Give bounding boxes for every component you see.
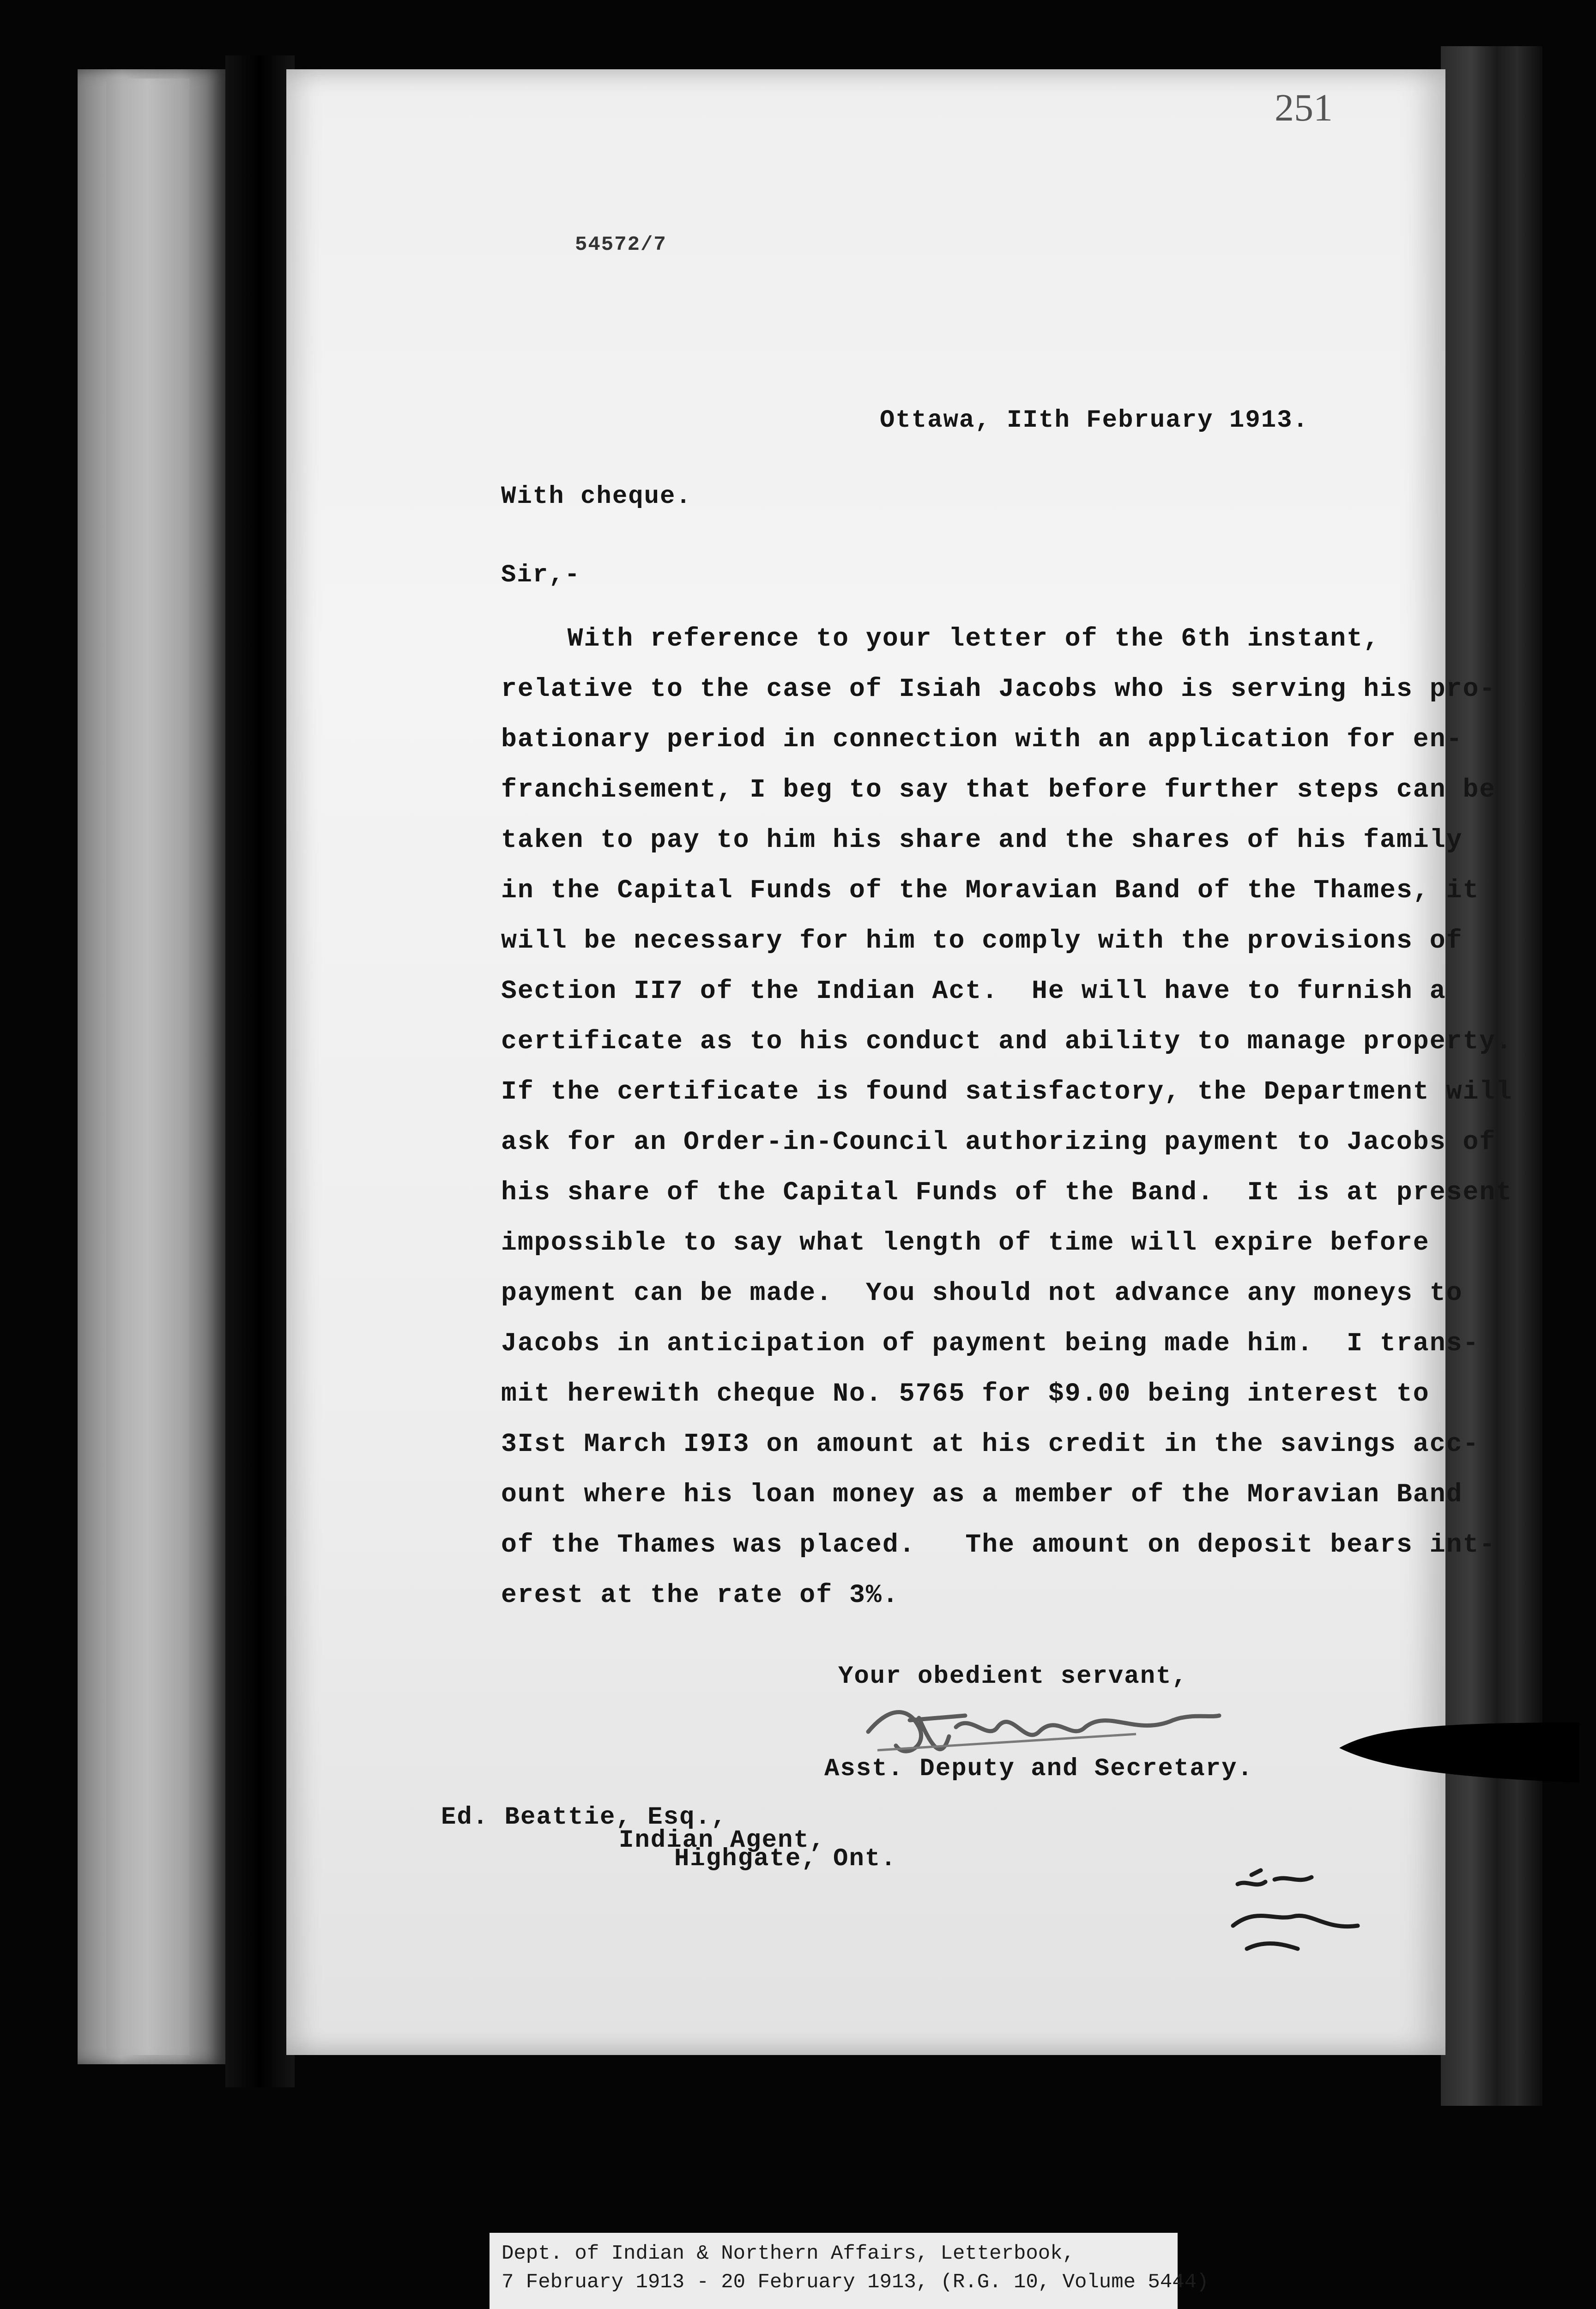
page-number: 251 (1275, 86, 1333, 129)
page-pointer-shape (1339, 1709, 1579, 1792)
body-line: taken to pay to him his share and the shares of his family (501, 825, 1463, 855)
addressee-name: Ed. Beattie, Esq., (441, 1803, 727, 1831)
enclosure-note: With cheque. (501, 483, 692, 511)
body-line: impossible to say what length of time will expire before (501, 1228, 1430, 1257)
addressee-location: Highgate, Ont. (674, 1845, 897, 1873)
body-line: relative to the case of Isiah Jacobs who is serving his pro- (501, 674, 1496, 704)
body-line: If the certificate is found satisfactory, the Department will (501, 1077, 1513, 1106)
date-line: Ottawa, IIth February 1913. (880, 406, 1309, 435)
body-line: Section II7 of the Indian Act. He will have to furnish a (501, 976, 1446, 1006)
addressee-title: Indian Agent, (619, 1826, 826, 1855)
body-line: bationary period in connection with an application for en- (501, 725, 1463, 754)
body-line: With reference to your letter of the 6th instant, (501, 624, 1380, 653)
citation-line-1: Dept. of Indian & Northern Affairs, Letterbook, (502, 2242, 1075, 2265)
salutation: Sir,- (501, 561, 581, 589)
book-gutter (225, 55, 295, 2087)
signer-title: Asst. Deputy and Secretary. (824, 1755, 1253, 1783)
body-line: Jacobs in anticipation of payment being made him. I trans- (501, 1329, 1480, 1358)
closing: Your obedient servant, (838, 1662, 1188, 1691)
pen-marks (1219, 1856, 1372, 1972)
body-line: of the Thames was placed. The amount on deposit bears int- (501, 1530, 1496, 1559)
body-line: 3Ist March I9I3 on amount at his credit in the savings acc- (501, 1429, 1480, 1459)
body-line: ount where his loan money as a member of the Moravian Band (501, 1480, 1463, 1509)
body-line: ask for an Order-in-Council authorizing payment to Jacobs of (501, 1127, 1496, 1157)
citation-line-2: 7 February 1913 - 20 February 1913, (R.G. 10, Volume 5444) (502, 2271, 1209, 2294)
file-number: 54572/7 (575, 233, 667, 256)
left-page-shading (106, 79, 189, 2055)
body-line: will be necessary for him to comply with the provisions of (501, 926, 1463, 955)
body-line: payment can be made. You should not advance any moneys to (501, 1278, 1463, 1308)
body-line: his share of the Capital Funds of the Band. It is at present (501, 1178, 1513, 1207)
body-line: franchisement, I beg to say that before further steps can be (501, 775, 1496, 804)
body-line: mit herewith cheque No. 5765 for $9.00 being interest to (501, 1379, 1430, 1408)
body-line: erest at the rate of 3%. (501, 1580, 899, 1610)
body-line: in the Capital Funds of the Moravian Band of the Thames, it (501, 876, 1480, 905)
right-binding-edge (1441, 46, 1542, 2106)
citation-label (490, 2233, 1209, 2309)
body-line: certificate as to his conduct and ability to manage property. (501, 1027, 1513, 1056)
